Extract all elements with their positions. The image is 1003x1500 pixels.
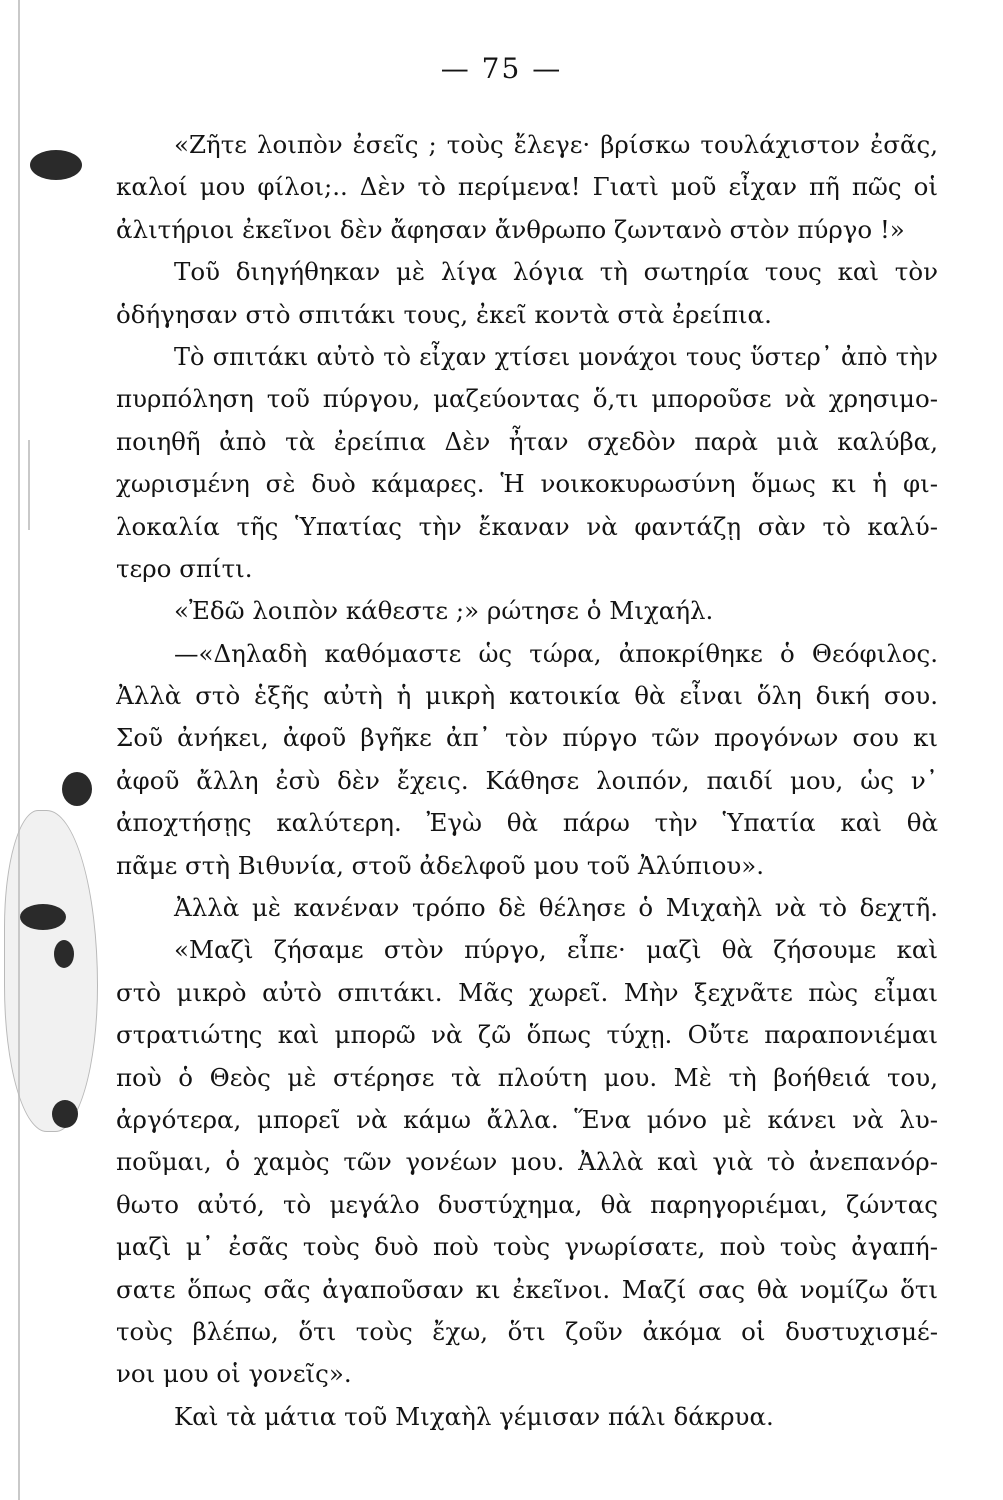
- text-line: —«Δηλαδὴ καθόμαστε ὡς τώρα, ἀποκρίθηκε ὁ Θεόφιλος.: [174, 638, 938, 668]
- ink-blot: [30, 150, 82, 180]
- margin-mark: [28, 440, 30, 530]
- text-line: «Μαζὶ ζήσαμε στὸν πύργο, εἶπε· μαζὶ θὰ ζήσουμε καὶ: [174, 935, 938, 965]
- text-line: πυρπόληση τοῦ πύργου, μαζεύοντας ὅ,τι μποροῦσε νὰ χρησιμο-: [116, 384, 938, 414]
- text-line: Τοῦ διηγήθηκαν μὲ λίγα λόγια τὴ σωτηρία τους καὶ τὸν: [174, 257, 938, 287]
- text-line: ὁδήγησαν στὸ σπιτάκι τους, ἐκεῖ κοντὰ στὰ ἐρείπια.: [116, 299, 772, 329]
- text-line: Ἀλλὰ στὸ ἑξῆς αὐτὴ ἡ μικρὴ κατοικία θὰ εἶναι ὅλη δική σου.: [116, 681, 938, 711]
- text-line: σατε ὅπως σᾶς ἀγαποῦσαν κι ἐκεῖνοι. Μαζί σας θὰ νομίζω ὅτι: [116, 1274, 938, 1304]
- text-line: ποῦμαι, ὁ χαμὸς τῶν γονέων μου. Ἀλλὰ καὶ γιὰ τὸ ἀνεπανόρ-: [116, 1147, 938, 1177]
- text-line: ἀφοῦ ἄλλη ἐσὺ δὲν ἔχεις. Κάθησε λοιπόν, παιδί μου, ὡς ν᾿: [116, 765, 938, 795]
- text-line: χωρισμένη σὲ δυὸ κάμαρες. Ἡ νοικοκυρωσύνη ὅμως κι ἡ φι-: [116, 469, 938, 499]
- text-line: λοκαλία τῆς Ὑπατίας τὴν ἔκαναν νὰ φαντάζῃ σὰν τὸ καλύ-: [116, 511, 938, 541]
- text-line: τοὺς βλέπω, ὅτι τοὺς ἔχω, ὅτι ζοῦν ἀκόμα οἱ δυστυχισμέ-: [116, 1316, 938, 1346]
- ink-blot: [52, 1100, 78, 1128]
- body-text: [116, 124, 938, 1438]
- text-line: Σοῦ ἀνήκει, ἀφοῦ βγῆκε ἀπ᾿ τὸν πύργο τῶν προγόνων σου κι: [116, 723, 938, 753]
- text-line: Τὸ σπιτάκι αὐτὸ τὸ εἶχαν χτίσει μονάχοι τους ὕστερ᾿ ἀπὸ τὴν: [174, 342, 938, 371]
- text-line: ἀργότερα, μπορεῖ νὰ κάμω ἄλλα. Ἕνα μόνο μὲ κάνει νὰ λυ-: [116, 1104, 938, 1134]
- text-line: καλοί μου φίλοι;.. Δὲν τὸ περίμενα! Γιατὶ μοῦ εἶχαν πῆ πῶς οἱ: [116, 172, 938, 202]
- text-line: ποὺ ὁ Θεὸς μὲ στέρησε τὰ πλούτη μου. Μὲ τὴ βοήθειά του,: [116, 1062, 938, 1092]
- text-line: στὸ μικρὸ αὐτὸ σπιτάκι. Μᾶς χωρεῖ. Μὴν ξεχνᾶτε πὼς εἶμαι: [116, 977, 938, 1007]
- text-line: ἀλιτήριοι ἐκεῖνοι δὲν ἄφησαν ἄνθρωπο ζωντανὸ στὸν πύργο !»: [116, 214, 905, 244]
- text-line: Ἀλλὰ μὲ κανέναν τρόπο δὲ θέλησε ὁ Μιχαὴλ νὰ τὸ δεχτῆ.: [174, 893, 938, 923]
- ink-blot: [20, 904, 66, 930]
- text-line: μαζὶ μ᾿ ἐσᾶς τοὺς δυὸ ποὺ τοὺς γνωρίσατε, ποὺ τοὺς ἀγαπή-: [116, 1232, 938, 1262]
- text-line: Καὶ τὰ μάτια τοῦ Μιχαὴλ γέμισαν πάλι δάκρυα.: [174, 1401, 774, 1431]
- text-line: νοι μου οἱ γονεῖς».: [116, 1359, 352, 1389]
- text-line: «Ζῆτε λοιπὸν ἐσεῖς ; τοὺς ἔλεγε· βρίσκω τουλάχιστον ἐσᾶς,: [174, 130, 938, 159]
- ink-blot: [54, 940, 74, 968]
- text-line: ποιηθῆ ἀπὸ τὰ ἐρείπια Δὲν ἦταν σχεδὸν παρὰ μιὰ καλύβα,: [116, 426, 938, 456]
- text-line: πᾶμε στὴ Βιθυνία, στοῦ ἀδελφοῦ μου τοῦ Ἀλύπιου».: [116, 850, 765, 880]
- page-edge-shadow: [18, 0, 20, 1500]
- text-line: ἀποχτήσῃς καλύτερη. Ἐγὼ θὰ πάρω τὴν Ὑπατία καὶ θὰ: [116, 808, 938, 838]
- text-line: τερο σπίτι.: [116, 553, 253, 583]
- stain-mark: [4, 810, 98, 1132]
- ink-blot: [62, 772, 92, 806]
- text-line: «Ἐδῶ λοιπὸν κάθεστε ;» ρώτησε ὁ Μιχαήλ.: [174, 596, 714, 626]
- page-number: — 75 —: [440, 52, 563, 85]
- text-line: θωτο αὐτό, τὸ μεγάλο δυστύχημα, θὰ παρηγοριέμαι, ζώντας: [116, 1189, 938, 1219]
- text-line: στρατιώτης καὶ μπορῶ νὰ ζῶ ὅπως τύχῃ. Οὔτε παραπονιέμαι: [116, 1020, 938, 1050]
